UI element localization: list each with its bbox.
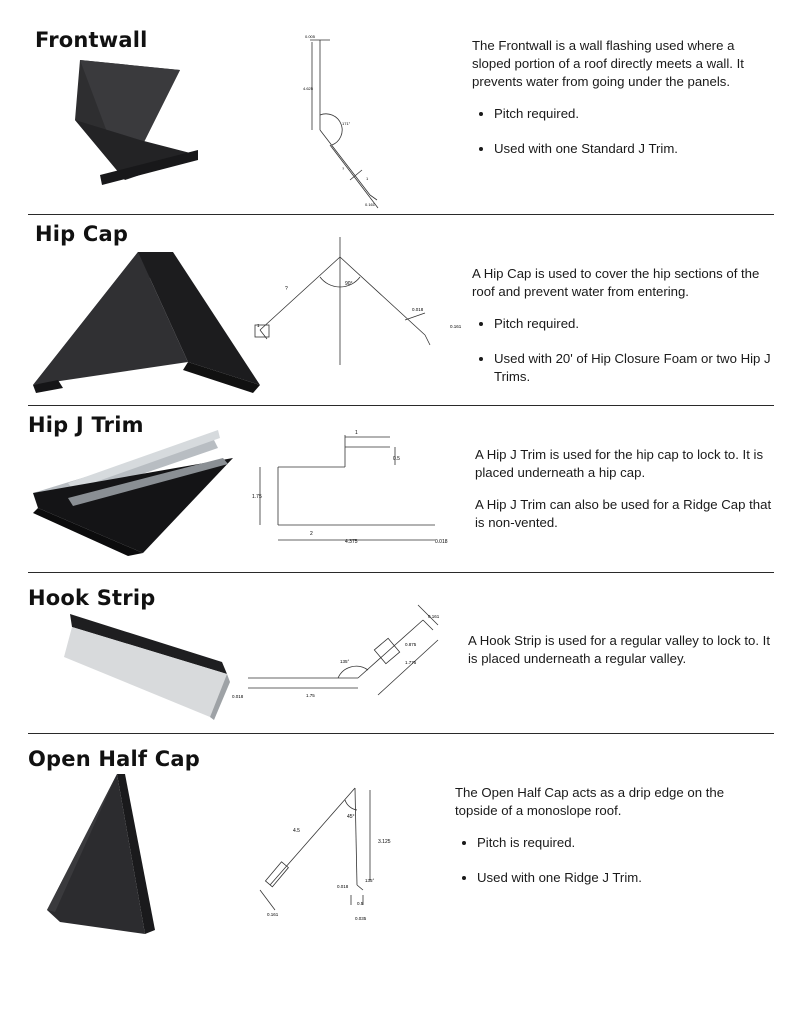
dim-d: 2	[310, 531, 313, 537]
dim-f: 0.018	[435, 539, 448, 545]
dim-e: 135°	[365, 878, 375, 883]
section-divider	[28, 572, 774, 573]
dim-b: 45°	[347, 814, 355, 820]
dim-c: 1.75	[252, 494, 262, 500]
dim-c: 171°	[342, 121, 351, 126]
section-description	[455, 784, 755, 904]
dim-c: 3.125	[378, 839, 391, 845]
hip-j-trim-drawing	[250, 425, 455, 550]
hip-j-trim-photo	[28, 428, 238, 558]
bullet-item: • Used with 20' of Hip Closure Foam or two Hip J Trims.	[494, 350, 772, 386]
section-description	[472, 265, 772, 403]
section-title: Open Half Cap	[28, 747, 200, 771]
dim-b: 0.875	[405, 642, 417, 647]
dim-e: 4.375	[345, 539, 358, 545]
intro-text: The Frontwall is a wall flashing used where a sloped portion of a roof directly meets a wall. It prevents water from going under the panels.	[472, 38, 744, 89]
dim-d: ?	[342, 166, 345, 171]
open-half-cap-photo	[45, 772, 165, 934]
dim-a: ?	[285, 286, 288, 292]
dim-d: 0.161	[450, 324, 462, 329]
dim-h: 0.161	[267, 912, 279, 917]
section-description	[472, 37, 772, 175]
dim-a: 0.005	[305, 34, 316, 39]
dim-e: 0.018	[232, 694, 244, 699]
dim-e: 1	[257, 323, 260, 328]
frontwall-photo	[70, 55, 200, 190]
dim-a: 0.161	[428, 614, 440, 619]
intro-text: The Open Half Cap acts as a drip edge on the topside of a monoslope roof.	[455, 785, 725, 818]
section-title: Hook Strip	[28, 586, 156, 610]
paragraph-text: A Hip J Trim is used for the hip cap to lock to. It is placed underneath a hip cap.	[475, 447, 764, 480]
section-description	[475, 446, 773, 546]
section-title: Hip J Trim	[28, 413, 144, 437]
dim-c: 0.018	[412, 307, 424, 312]
section-divider	[28, 405, 774, 406]
section-title: Hip Cap	[35, 222, 129, 246]
paragraph-text: A Hip J Trim can also be used for a Ridge Cap that is non-vented.	[475, 497, 772, 530]
section-divider	[28, 733, 774, 734]
intro-text: A Hip Cap is used to cover the hip sections of the roof and prevent water from entering.	[472, 266, 760, 299]
section-title: Frontwall	[35, 28, 148, 52]
hook-strip-drawing	[228, 600, 468, 705]
frontwall-drawing	[290, 30, 410, 210]
hip-cap-drawing	[245, 235, 475, 370]
dim-d: 135°	[340, 659, 350, 664]
dim-a: 1	[355, 430, 358, 436]
dim-e: 1	[366, 176, 369, 181]
open-half-cap-drawing	[245, 780, 395, 925]
dim-c: 1.775	[405, 660, 417, 665]
bullet-item: • Pitch is required.	[477, 834, 755, 852]
dim-f: 0.5	[357, 901, 364, 906]
hip-cap-photo	[28, 250, 268, 395]
dim-b: 90°	[345, 281, 353, 287]
dim-b: 4.625	[303, 86, 314, 91]
hook-strip-photo	[62, 612, 232, 722]
dim-g: 0.035	[355, 916, 367, 921]
bullet-item: • Pitch required.	[494, 315, 772, 333]
dim-d: 0.018	[337, 884, 349, 889]
dim-b: 0.5	[393, 456, 400, 462]
section-divider	[28, 214, 774, 215]
bullet-item: • Pitch required.	[494, 105, 772, 123]
dim-a: 4.5	[293, 828, 300, 834]
intro-text: A Hook Strip is used for a regular valley to lock to. It is placed underneath a regular valley.	[468, 633, 770, 666]
dim-f: 0.161	[365, 202, 376, 207]
section-description	[468, 632, 773, 682]
bullet-item: • Used with one Ridge J Trim.	[477, 869, 755, 887]
dim-f: 1.75	[306, 693, 315, 698]
bullet-item: • Used with one Standard J Trim.	[494, 140, 772, 158]
